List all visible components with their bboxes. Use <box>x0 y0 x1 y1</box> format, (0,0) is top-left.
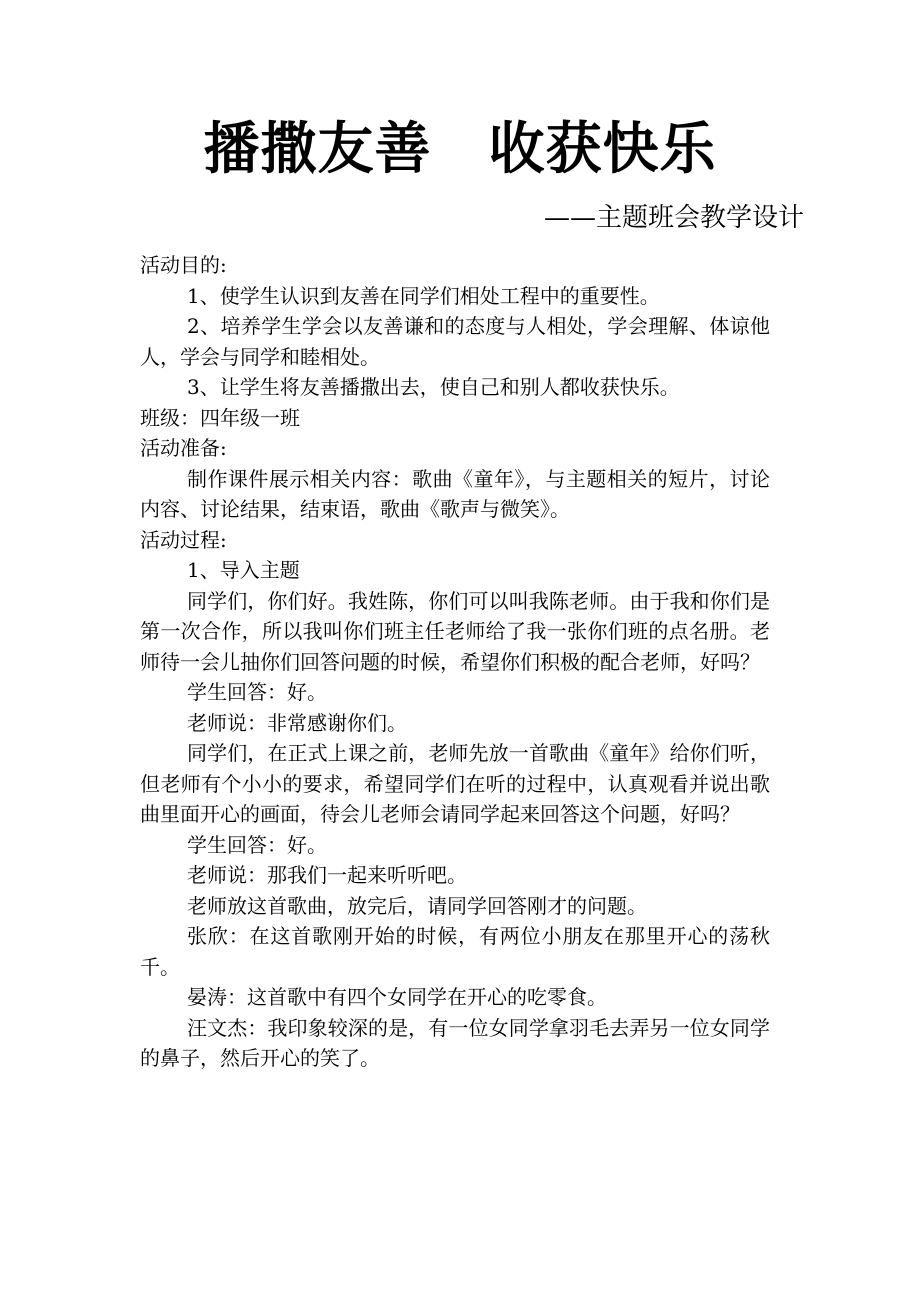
body-paragraph: 同学们，在正式上课之前，老师先放一首歌曲《童年》给你们听，但老师有个小小的要求，希望同学们在听的过程中，认真观看并说出歌曲里面开心的画面，待会儿老师会请同学起来回答这个问题，好吗？ <box>140 741 770 826</box>
body-paragraph: 老师放这首歌曲，放完后，请同学回答刚才的问题。 <box>187 893 647 918</box>
body-paragraph: 1、使学生认识到友善在同学们相处工程中的重要性。 <box>187 283 660 308</box>
body-paragraph: 老师说：那我们一起来听听吧。 <box>187 863 467 887</box>
section-heading: 活动目的: <box>140 253 227 277</box>
section-heading: 活动准备: <box>140 436 227 460</box>
body-paragraph: 晏涛：这首歌中有四个女同学在开心的吃零食。 <box>187 985 607 1009</box>
body-paragraph: 学生回答：好。 <box>187 680 327 704</box>
body-paragraph: 1、导入主题 <box>187 558 300 582</box>
document-title: 播撒友善 收获快乐 <box>203 117 717 182</box>
body-paragraph: 3、让学生将友善播撒出去，使自己和别人都收获快乐。 <box>187 375 680 399</box>
body-paragraph: 汪文杰：我印象较深的是，有一位女同学拿羽毛去弄另一位女同学的鼻子，然后开心的笑了。 <box>140 1015 770 1070</box>
section-heading: 班级：四年级一班 <box>140 405 300 430</box>
body-paragraph: 张欣：在这首歌刚开始的时候，有两位小朋友在那里开心的荡秋千。 <box>140 924 770 979</box>
body-paragraph: 学生回答：好。 <box>187 832 327 857</box>
body-paragraph: 2、培养学生学会以友善谦和的态度与人相处，学会理解、体谅他人，学会与同学和睦相处。 <box>140 314 770 369</box>
body-paragraph: 制作课件展示相关内容：歌曲《童年》，与主题相关的短片，讨论内容、讨论结果，结束语，歌曲《歌声与微笑》。 <box>140 466 770 521</box>
section-heading: 活动过程: <box>140 527 227 552</box>
body-paragraph: 老师说：非常感谢你们。 <box>187 710 407 735</box>
document-body <box>140 250 770 1074</box>
document-subtitle: ——主题班会教学设计 <box>543 203 804 233</box>
body-paragraph: 同学们，你们好。我姓陈，你们可以叫我陈老师。由于我和你们是第一次合作，所以我叫你们班主任老师给了我一张你们班的点名册。老师待一会儿抽你们回答问题的时候，希望你们积极的配合老师，好吗？ <box>140 588 770 674</box>
